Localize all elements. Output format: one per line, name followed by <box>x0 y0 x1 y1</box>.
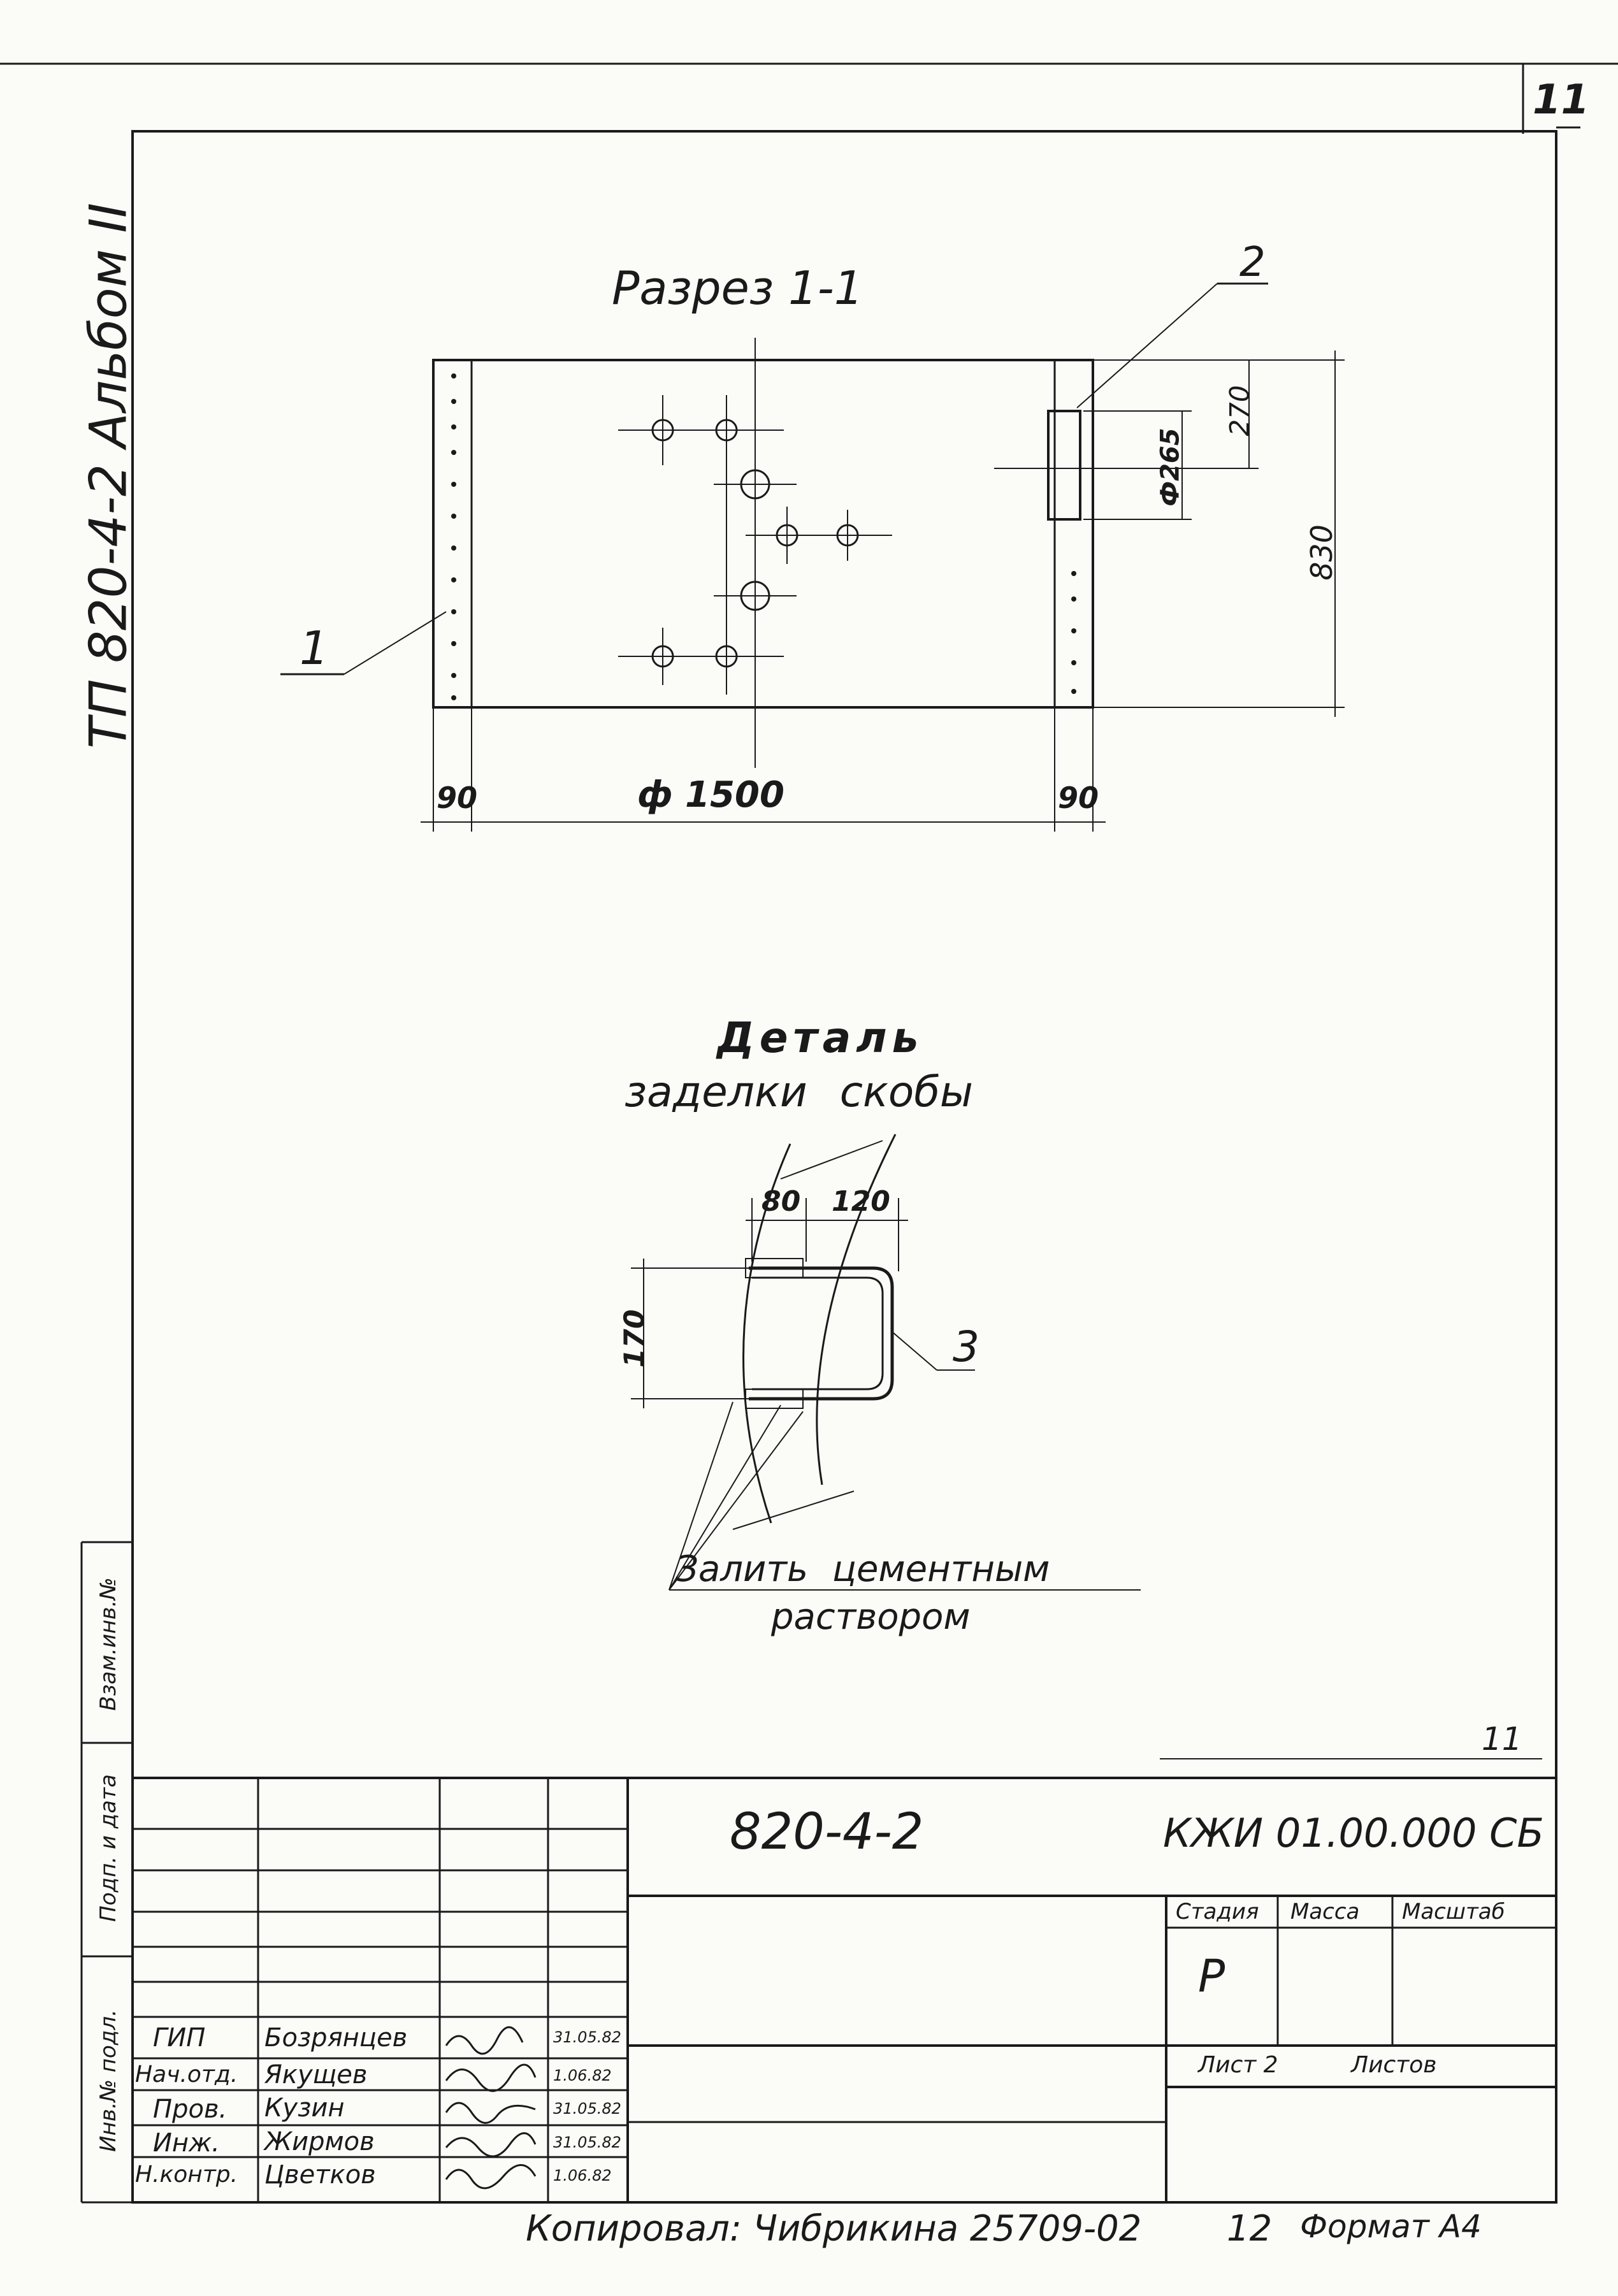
sig-role-4: Инж. <box>153 2128 220 2158</box>
mass-header: Масса <box>1290 1899 1360 1924</box>
designation: 820-4-2 <box>730 1803 924 1861</box>
section-title: Разрез 1-1 <box>612 261 863 315</box>
detail-note-2: раствором <box>771 1596 971 1638</box>
footer-format: Формат А4 <box>1300 2208 1482 2245</box>
sig-name-2: Якущев <box>264 2060 368 2090</box>
sheet-label: Лист 2 <box>1198 2052 1278 2078</box>
dim-hole: Ф265 <box>1155 428 1185 507</box>
sig-name-3: Кузин <box>264 2093 345 2123</box>
detail-callout-3: 3 <box>953 1322 979 1371</box>
sig-role-3: Пров. <box>153 2095 228 2124</box>
dim-830: 830 <box>1304 524 1339 581</box>
sig-role-2: Нач.отд. <box>135 2061 238 2088</box>
callout-2: 2 <box>1239 239 1266 286</box>
detail-dim-170: 170 <box>618 1309 651 1368</box>
stage-header: Стадия <box>1176 1899 1259 1924</box>
sig-name-5: Цветков <box>264 2160 376 2190</box>
margin-label-sign: Подп. и дата <box>96 1774 121 1922</box>
page-number: 11 <box>1533 76 1590 124</box>
dim-diameter: ф 1500 <box>637 774 784 816</box>
sig-name-4: Жирмов <box>264 2127 375 2156</box>
sig-date-5: 1.06.82 <box>553 2167 612 2184</box>
detail-dim-80: 80 <box>762 1185 801 1218</box>
dim-right-90: 90 <box>1058 781 1099 815</box>
sig-name-1: Бозрянцев <box>264 2023 408 2053</box>
sig-role-5: Н.контр. <box>135 2162 238 2188</box>
corner-number: 11 <box>1482 1721 1522 1758</box>
doc-code: КЖИ 01.00.000 СБ <box>1163 1810 1544 1856</box>
dim-left-90: 90 <box>437 781 478 815</box>
margin-label-replace: Взам.инв.№ <box>96 1577 121 1711</box>
scale-header: Масштаб <box>1402 1899 1505 1924</box>
sig-date-2: 1.06.82 <box>553 2067 612 2084</box>
footer-copied: Копировал: Чибрикина 25709-02 <box>526 2208 1142 2249</box>
detail-title-2: заделки скобы <box>625 1067 974 1116</box>
dim-270: 270 <box>1224 385 1255 437</box>
detail-dim-120: 120 <box>832 1185 890 1218</box>
stage-value: Р <box>1198 1950 1225 2002</box>
detail-note-1: Залить цементным <box>675 1549 1050 1590</box>
footer-number: 12 <box>1227 2208 1273 2249</box>
sig-date-3: 31.05.82 <box>553 2100 621 2118</box>
sig-date-1: 31.05.82 <box>553 2028 621 2046</box>
sig-role-1: ГИП <box>153 2023 206 2053</box>
margin-label-inv: Инв.№ подл. <box>96 2009 121 2152</box>
sheets-label: Листов <box>1351 2052 1437 2078</box>
detail-title-1: Деталь <box>717 1013 924 1062</box>
album-side-label: ТП 820-4-2 Альбом II <box>78 203 138 749</box>
sig-date-4: 31.05.82 <box>553 2134 621 2151</box>
callout-1: 1 <box>300 621 329 675</box>
